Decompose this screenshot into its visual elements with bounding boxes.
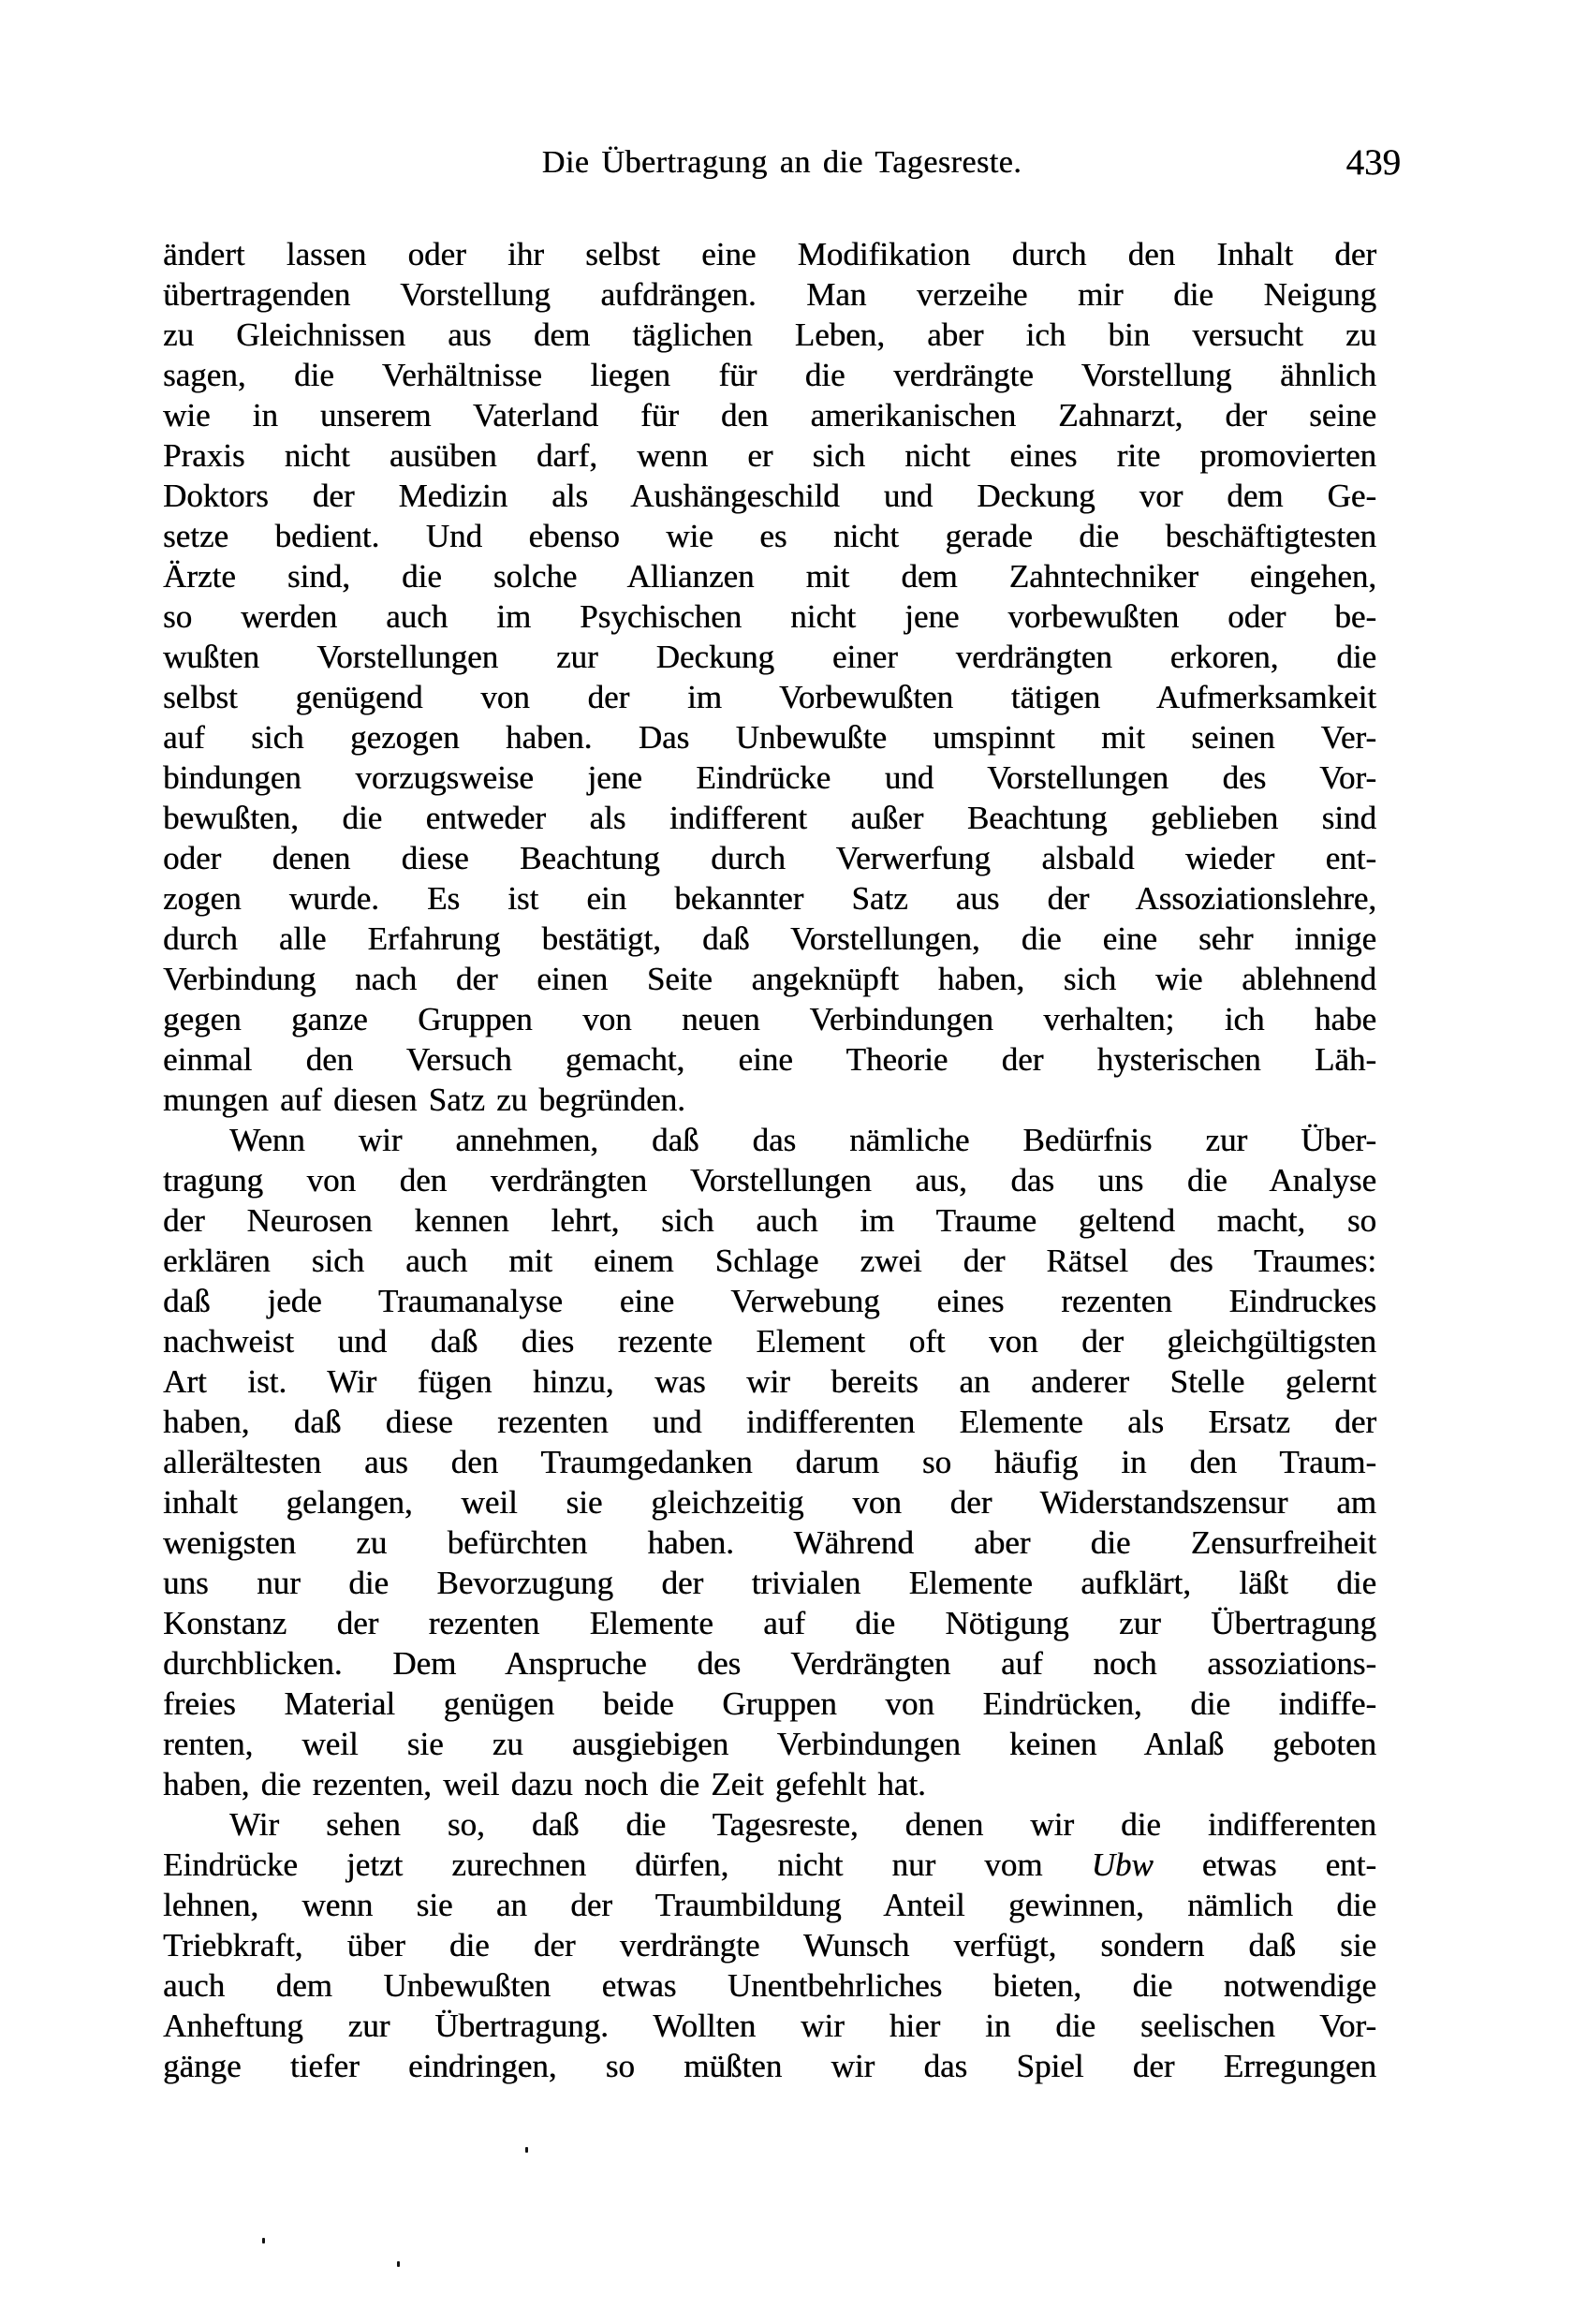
text-line: zu Gleichnissen aus dem täglichen Leben, aber ich bin versucht zu bbox=[163, 316, 1376, 353]
text-line: Wir sehen so, daß die Tagesreste, denen wir die indifferenten bbox=[229, 1806, 1376, 1843]
text-line: haben, daß diese rezenten und indifferenten Elemente als Ersatz der bbox=[163, 1404, 1376, 1440]
text-line: durch alle Erfahrung bestätigt, daß Vorstellungen, die eine sehr innige bbox=[163, 920, 1376, 957]
page-header bbox=[163, 142, 1401, 187]
text-line: Verbindung nach der einen Seite angeknüpft haben, sich wie ablehnend bbox=[163, 961, 1376, 997]
text-line: inhalt gelangen, weil sie gleichzeitig von der Widerstandszensur am bbox=[163, 1484, 1376, 1521]
text-line: daß jede Traumanalyse eine Verwebung eines rezenten Eindruckes bbox=[163, 1283, 1376, 1319]
text-line: selbst genügend von der im Vorbewußten tätigen Aufmerksamkeit bbox=[163, 679, 1376, 715]
text-line: wenigsten zu befürchten haben. Während aber die Zensurfreiheit bbox=[163, 1524, 1376, 1561]
text-line: gegen ganze Gruppen von neuen Verbindungen verhalten; ich habe bbox=[163, 1001, 1376, 1037]
text-line: auf sich gezogen haben. Das Unbewußte umspinnt mit seinen Ver- bbox=[163, 719, 1376, 756]
scan-speck bbox=[262, 2238, 265, 2243]
text-line: erklären sich auch mit einem Schlage zwei der Rätsel des Traumes: bbox=[163, 1243, 1376, 1279]
text-line: tragung von den verdrängten Vorstellungen aus, das uns die Analyse bbox=[163, 1162, 1376, 1199]
text-line: renten, weil sie zu ausgiebigen Verbindungen keinen Anlaß geboten bbox=[163, 1726, 1376, 1762]
text-line: Triebkraft, über die der verdrängte Wunsch verfügt, sondern daß sie bbox=[163, 1927, 1376, 1964]
text-line: durchblicken. Dem Anspruche des Verdrängten auf noch assoziations- bbox=[163, 1645, 1376, 1682]
text-line: Art ist. Wir fügen hinzu, was wir bereits an anderer Stelle gelernt bbox=[163, 1363, 1376, 1400]
text-line: allerältesten aus den Traumgedanken darum so häufig in den Traum- bbox=[163, 1444, 1376, 1480]
scan-speck bbox=[397, 2261, 400, 2267]
text-line: lehnen, wenn sie an der Traumbildung Anteil gewinnen, nämlich die bbox=[163, 1887, 1376, 1923]
text-line: Anheftung zur Übertragung. Wollten wir hier in die seelischen Vor- bbox=[163, 2008, 1376, 2044]
text-line: so werden auch im Psychischen nicht jene vorbewußten oder be- bbox=[163, 598, 1376, 635]
page-number: 439 bbox=[1345, 142, 1401, 183]
text-line: uns nur die Bevorzugung der trivialen Elemente aufklärt, läßt die bbox=[163, 1565, 1376, 1601]
text-line: einmal den Versuch gemacht, eine Theorie der hysterischen Läh- bbox=[163, 1041, 1376, 1078]
text-line: zogen wurde. Es ist ein bekannter Satz aus der Assoziationslehre, bbox=[163, 880, 1376, 917]
text-line: Konstanz der rezenten Elemente auf die Nötigung zur Übertragung bbox=[163, 1605, 1376, 1641]
text-line: übertragenden Vorstellung aufdrängen. Man verzeihe mir die Neigung bbox=[163, 276, 1376, 313]
text-line: freies Material genügen beide Gruppen von Eindrücken, die indiffe- bbox=[163, 1685, 1376, 1722]
text-line: Praxis nicht ausüben darf, wenn er sich nicht eines rite promovierten bbox=[163, 437, 1376, 474]
text-line: bewußten, die entweder als indifferent außer Beachtung geblieben sind bbox=[163, 800, 1376, 836]
page-body-text bbox=[163, 234, 1376, 2086]
text-line: auch dem Unbewußten etwas Unentbehrliches bieten, die notwendige bbox=[163, 1967, 1376, 2004]
text-line: mungen auf diesen Satz zu begründen. bbox=[163, 1081, 685, 1118]
text-line: Ärzte sind, die solche Allianzen mit dem Zahntechniker eingehen, bbox=[163, 558, 1376, 595]
text-line: wie in unserem Vaterland für den amerikanischen Zahnarzt, der seine bbox=[163, 397, 1376, 434]
text-line: gänge tiefer eindringen, so müßten wir das Spiel der Erregungen bbox=[163, 2048, 1376, 2084]
text-line: bindungen vorzugsweise jene Eindrücke und Vorstellungen des Vor- bbox=[163, 759, 1376, 796]
text-line: ändert lassen oder ihr selbst eine Modifikation durch den Inhalt der bbox=[163, 236, 1376, 272]
scan-speck bbox=[525, 2147, 528, 2153]
text-line: sagen, die Verhältnisse liegen für die verdrängte Vorstellung ähnlich bbox=[163, 357, 1376, 393]
text-line: haben, die rezenten, weil dazu noch die Zeit gefehlt hat. bbox=[163, 1766, 926, 1802]
text-line: nachweist und daß dies rezente Element oft von der gleichgültigsten bbox=[163, 1323, 1376, 1360]
text-line: oder denen diese Beachtung durch Verwerfung alsbald wieder ent- bbox=[163, 840, 1376, 876]
text-line: Doktors der Medizin als Aushängeschild und Deckung vor dem Ge- bbox=[163, 478, 1376, 514]
text-line: wußten Vorstellungen zur Deckung einer verdrängten erkoren, die bbox=[163, 639, 1376, 675]
text-line: Eindrücke jetzt zurechnen dürfen, nicht nur vom Ubw etwas ent- bbox=[163, 1846, 1376, 1883]
text-line: der Neurosen kennen lehrt, sich auch im Traume geltend macht, so bbox=[163, 1202, 1376, 1239]
running-header-title: Die Übertragung an die Tagesreste. bbox=[541, 145, 1022, 180]
italic-term: Ubw bbox=[1091, 1846, 1154, 1883]
text-line: Wenn wir annehmen, daß das nämliche Bedürfnis zur Über- bbox=[229, 1122, 1376, 1158]
text-line: setze bedient. Und ebenso wie es nicht gerade die beschäftigtesten bbox=[163, 518, 1376, 554]
